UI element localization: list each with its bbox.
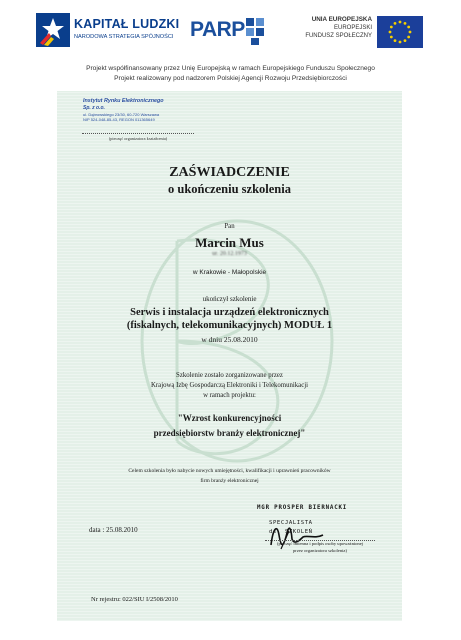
birth-date-value: 20.12.1973 (219, 251, 247, 257)
course-title-line-1: Serwis i instalacja urządzeń elektronicznych (130, 307, 329, 318)
position-stamp-line-1: SPECJALISTA (269, 520, 313, 526)
ue-line-3: FUNDUSZ SPOŁECZNY (305, 33, 372, 39)
signature-caption-line-1: (pieczęć imienna i podpis osoby upoważnionej (276, 541, 364, 546)
course-date: w dniu 25.08.2010 (201, 335, 258, 344)
parp-logo (190, 16, 270, 46)
goal-line-2: firm branży elektronicznej (200, 478, 259, 484)
eu-logo (282, 16, 434, 50)
stamp-line-4: NIP 524-048-85-43, REGON 011365649 (83, 117, 155, 122)
ue-line-1: UNIA EUROPEJSKA (311, 16, 372, 23)
organizer-stamp (83, 98, 203, 122)
eu-star-icon (407, 36, 410, 39)
position-stamp-line-2: ds. SZKOLEŃ (269, 529, 313, 535)
ue-line-2: EUROPEJSKI (333, 25, 372, 31)
cofinancing-line-2: Projekt realizowany pod nadzorem Polskiej Agencji Rozwoju Przedsiębiorczości (114, 75, 347, 82)
recipient-name: Marcin Mus (195, 235, 264, 250)
stamp-line-1: Instytut Rynku Elektronicznego (83, 98, 164, 104)
eu-star-icon (399, 41, 402, 44)
certificate-body (57, 91, 402, 621)
eu-star-icon (394, 22, 397, 25)
birth-prefix: ur. (212, 251, 219, 257)
eu-star-icon (407, 26, 410, 29)
kapital-ludzki-title: KAPITAŁ LUDZKI (74, 17, 180, 31)
organized-line-1: Szkolenie zostało zorganizowane przez (176, 372, 283, 379)
birth-date (57, 251, 402, 257)
eu-star-icon (390, 36, 393, 39)
director-name-stamp: MGR PROSPER BIERNACKI (257, 505, 348, 511)
eu-star-icon (409, 31, 412, 34)
stamp-caption: (pieczęć organizatora kształcenia) (108, 136, 168, 141)
stamp-dotted-line (82, 133, 194, 134)
kapital-ludzki-logo (36, 13, 180, 51)
eu-star-icon (399, 21, 402, 24)
completed-text: ukończył szkolenie (202, 295, 257, 303)
goal-line-1: Celem szkolenia było nabycie nowych umiejętności, kwalifikacji i uprawnień pracowników (128, 468, 331, 474)
project-name-line-2: przedsiębiorstw branży elektronicznej" (153, 428, 306, 438)
issue-date: data : 25.08.2010 (89, 526, 138, 534)
parp-logo-mark-icon (244, 16, 270, 46)
project-name-line-1: "Wzrost konkurencyjności (177, 413, 282, 423)
certificate-title: ZAŚWIADCZENIE (169, 165, 290, 180)
cofinancing-line-1: Projekt współfinansowany przez Unię Europejską w ramach Europejskiego Funduszu Społecznego (86, 65, 375, 72)
kapital-ludzki-subtitle: NARODOWA STRATEGIA SPÓJNOŚCI (74, 34, 174, 40)
stamp-line-2: Sp. z o.o. (83, 105, 105, 111)
course-title-line-2: (fiskalnych, telekomunikacyjnych) MODUŁ 1 (126, 320, 333, 331)
stamp-line-3: ul. Dąbrowskiego 23/30, 60-720 Warszawa (83, 112, 160, 117)
certificate-subtitle: o ukończeniu szkolenia (168, 182, 291, 196)
eu-star-icon (404, 39, 407, 42)
birth-place: w Krakowie - Małopolskie (192, 269, 267, 276)
eu-flag-icon (377, 16, 423, 48)
kapital-ludzki-star-icon (36, 13, 70, 47)
signature-caption-line-2: przez organizatora szkolenia) (293, 548, 347, 553)
eu-star-icon (404, 22, 407, 25)
organized-line-3: w ramach projektu: (203, 392, 256, 399)
eu-star-icon (389, 31, 392, 34)
organized-line-2: Krajową Izbę Gospodarczą Elektroniki i Telekomunikacji (151, 382, 308, 389)
salutation: Pan (224, 223, 235, 230)
cofinancing-note (0, 64, 461, 84)
eu-star-icon (390, 26, 393, 29)
eu-star-icon (394, 39, 397, 42)
parp-text: PARP (190, 18, 245, 41)
register-number: Nr rejestru: 022/SIU I/2508/2010 (91, 596, 178, 603)
